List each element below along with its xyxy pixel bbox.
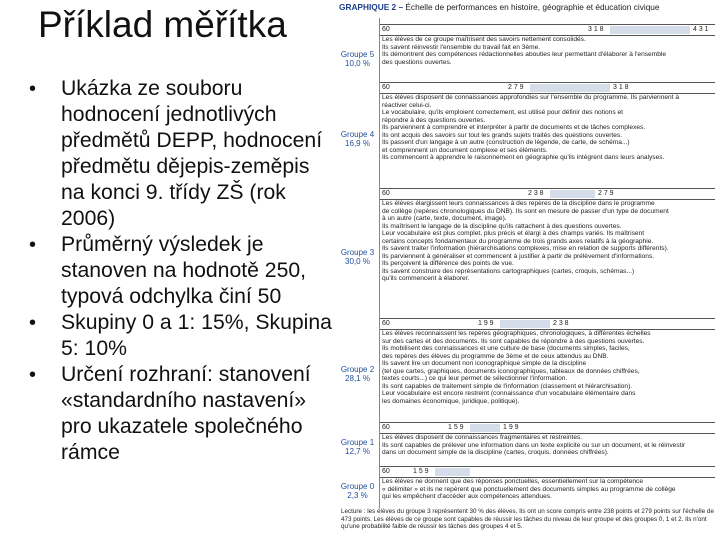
scale-value: 1 9 9 <box>503 424 519 431</box>
description-line: Ils parviennent à généraliser et commencent à justifier à partir de prélèvement d'informations. <box>382 252 655 260</box>
scale-value: 2 3 8 <box>553 320 569 327</box>
group-label <box>335 482 380 500</box>
group-label <box>335 248 380 266</box>
scale-value: 2 3 8 <box>528 190 544 197</box>
scale-band <box>470 424 500 432</box>
scale-row <box>380 422 715 434</box>
description-line: Les élèves de ce groupe maîtrisent des savoirs nettement consolidés. <box>382 36 586 43</box>
description-line: Ils sont capables de traitement simple de l'information (classement et hiérarchisation). <box>382 382 633 390</box>
scale-value: 60 <box>382 320 390 327</box>
scale-value: 4 3 1 <box>693 26 709 33</box>
description-line: et comprennent un document complexe et ses éléments. <box>382 146 548 154</box>
description-line: « délimiter » et ils ne repèrent que ponctuellement des documents simples au programme de collège <box>382 485 676 493</box>
description-line: des repères des élèves du programme de 3ème et de ceux attendus au DNB. <box>382 352 609 360</box>
bullet-item: • Ukázka ze souboru hodnocení jednotlivých předmětů DEPP, hodnocení předmětu dějepis-zeměpis na konci 9. třídy ZŠ (rok 2006) <box>28 76 333 232</box>
scale-value: 3 1 8 <box>588 26 604 33</box>
group-percentage: 30,0 % <box>345 257 370 266</box>
group-label <box>335 130 380 148</box>
scale-value: 60 <box>382 26 390 33</box>
document-header <box>339 2 660 12</box>
group-percentage: 10,0 % <box>345 59 370 68</box>
scale-row <box>380 82 715 94</box>
group-label <box>335 365 380 383</box>
description-line: de collège (repères chronologiques du DNB). Ils sont en mesure de passer d'un type de document <box>382 207 669 215</box>
group-name: Groupe 3 <box>340 248 375 257</box>
description-line: Le vocabulaire, qu'ils emploient correctement, est utilisé pour définir des notions et <box>382 109 623 116</box>
description-line: Ils savent construire des représentations cartographiques (cartes, croquis, schémas...) <box>382 267 635 275</box>
scale-value: 60 <box>382 468 390 475</box>
description-line: certains concepts fondamentaux du programme de trois grands axes relatifs à la géographie. <box>382 237 654 245</box>
document-header-prefix: GRAPHIQUE 2 – <box>339 2 404 12</box>
scale-row <box>380 466 715 478</box>
description-line: Ils commencent à apprendre le raisonnement en géographie qu'ils intègrent dans leurs analyses. <box>382 154 665 161</box>
description-line: Les élèves ne donnent que des réponses ponctuelles, essentiellement sur la compétence <box>382 478 643 485</box>
scale-value: 2 7 9 <box>598 190 614 197</box>
description-line: sur des cartes et des documents. Ils sont capables de répondre à des questions ouvertes. <box>382 337 645 345</box>
scale-band <box>530 84 610 92</box>
scale-value: 3 1 8 <box>613 84 629 91</box>
group-name: Groupe 4 <box>340 130 375 139</box>
description-line: Les élèves élargissent leurs connaissances à des repères de la discipline dans le programme <box>382 200 655 207</box>
scale-row <box>380 24 715 36</box>
scale-value: 60 <box>382 424 390 431</box>
description-line: Ils maîtrisent le langage de la discipline qu'ils rattachent à des questions ouvertes. <box>382 222 622 230</box>
slide-title: Příklad měřítka <box>38 4 287 45</box>
group-description <box>382 330 714 405</box>
description-line: textes courts...) ce qui leur permet de sélectionner l'information. <box>382 375 568 382</box>
group-percentage: 2,3 % <box>347 491 368 500</box>
description-line: qu'ils commencent à élaborer. <box>382 275 470 282</box>
group-name: Groupe 5 <box>340 50 375 59</box>
group-label <box>335 50 380 68</box>
group-percentage: 12,7 % <box>345 447 370 456</box>
description-line: Les élèves disposent de connaissances approfondies sur l'ensemble du programme. Ils parviennent à <box>382 94 680 101</box>
description-line: Ils mobilisent des connaissances et une culture de base (documents simples, faciles, <box>382 345 630 352</box>
description-line: Les élèves disposent de connaissances fragmentaires et restreintes. <box>382 434 583 441</box>
group-name: Groupe 1 <box>340 438 375 447</box>
document-footnote: Lecture : les élèves du groupe 3 représentent 30 % des élèves. Ils ont un score compris entre 238 points et 279 points sur l'échelle de 473 points. Les élèves de ce groupe sont capables de réussir les tâches du niveau de leur groupe et des groupes 0, 1 et 2. Ils n'ont qu'une probabilité faible de réussir les tâches des groupes 4 et 5. <box>341 508 714 530</box>
scale-band <box>500 320 550 328</box>
description-line: des questions ouvertes. <box>382 58 452 66</box>
description-line: Leur vocabulaire est encore restreint (connaissance d'un vocabulaire élémentaire dans <box>382 390 636 397</box>
description-line: (tel que cartes, graphiques, documents iconographiques, tableaux de données chiffrées, <box>382 367 640 375</box>
description-line: Les élèves reconnaissent les repères géographiques, chronologiques, à différentes échelles <box>382 330 651 337</box>
scale-band <box>550 190 595 198</box>
description-line: Ils perçoivent la différence des points de vue. <box>382 260 514 267</box>
description-line: répondre à des questions ouvertes. <box>382 116 486 124</box>
group-description <box>382 434 714 457</box>
description-line: Ils sont capables de prélever une information dans un texte explicite ou sur un document, et le réinvestir <box>382 441 686 449</box>
scale-value: 1 9 9 <box>478 320 494 327</box>
description-line: Ils savent lire un document non iconographique simple de la discipline <box>382 360 587 367</box>
group-name: Groupe 0 <box>340 482 375 491</box>
group-description <box>382 36 714 66</box>
description-line: Ils savent réinvestir l'ensemble du travail fait en 3ème. <box>382 43 541 51</box>
description-line: Ils parviennent à comprendre et interpréter à partir de documents et de tâches complexes. <box>382 124 646 131</box>
description-line: réactiver celui-ci. <box>382 101 432 109</box>
group-description <box>382 478 714 501</box>
scale-value: 1 5 9 <box>413 468 429 475</box>
bullet-item: • Průměrný výsledek je stanoven na hodnotě 250, typová odchylka činí 50 <box>28 232 333 310</box>
description-line: Ils passent d'un langage à un autre (construction de légende, de carte, de schéma...) <box>382 139 630 146</box>
group-label <box>335 438 380 456</box>
bullet-list <box>28 76 333 466</box>
group-description <box>382 200 714 283</box>
group-name: Groupe 2 <box>340 365 375 374</box>
scale-value: 60 <box>382 84 390 91</box>
scale-value: 2 7 9 <box>508 84 524 91</box>
scale-band <box>435 468 470 476</box>
description-line: qui les empêchent d'accéder aux compétences attendues. <box>382 493 552 500</box>
group-description <box>382 94 714 162</box>
description-line: à un autre (carte, texte, document, image). <box>382 215 507 222</box>
description-line: Ils démontrent des compétences rédactionnelles abouties leur permettant d'élaborer à l'ensemble <box>382 51 667 58</box>
description-line: Leur vocabulaire est plus complet, plus précis et élargi à des champs variés. Ils maîtrisent <box>382 230 645 237</box>
bullet-item: • Určení rozhraní: stanovení «standardního nastavení» pro ukazatele společného rámce <box>28 362 333 466</box>
description-line: Ils savent traiter l'information (hiérarchisations complexes, mise en relation de supports différents). <box>382 245 669 252</box>
description-line: les domaines économique, juridique, politique). <box>382 397 520 405</box>
bullet-item: • Skupiny 0 a 1: 15%, Skupina 5: 10% <box>28 310 333 362</box>
scale-value: 1 5 9 <box>448 424 464 431</box>
scale-row <box>380 318 715 330</box>
document-header-title: Échelle de performances en histoire, géographie et éducation civique <box>403 2 660 12</box>
description-line: Ils ont acquis des savoirs sur tout les grands sujets traités des questions ouvertes. <box>382 131 623 139</box>
performance-scale-document <box>335 0 720 540</box>
group-percentage: 16,9 % <box>345 139 370 148</box>
scale-row <box>380 188 715 200</box>
group-percentage: 28,1 % <box>345 374 370 383</box>
description-line: dans un document simple de la discipline (cartes, croquis, données chiffrées). <box>382 449 609 456</box>
scale-value: 60 <box>382 190 390 197</box>
scale-band <box>610 26 690 34</box>
